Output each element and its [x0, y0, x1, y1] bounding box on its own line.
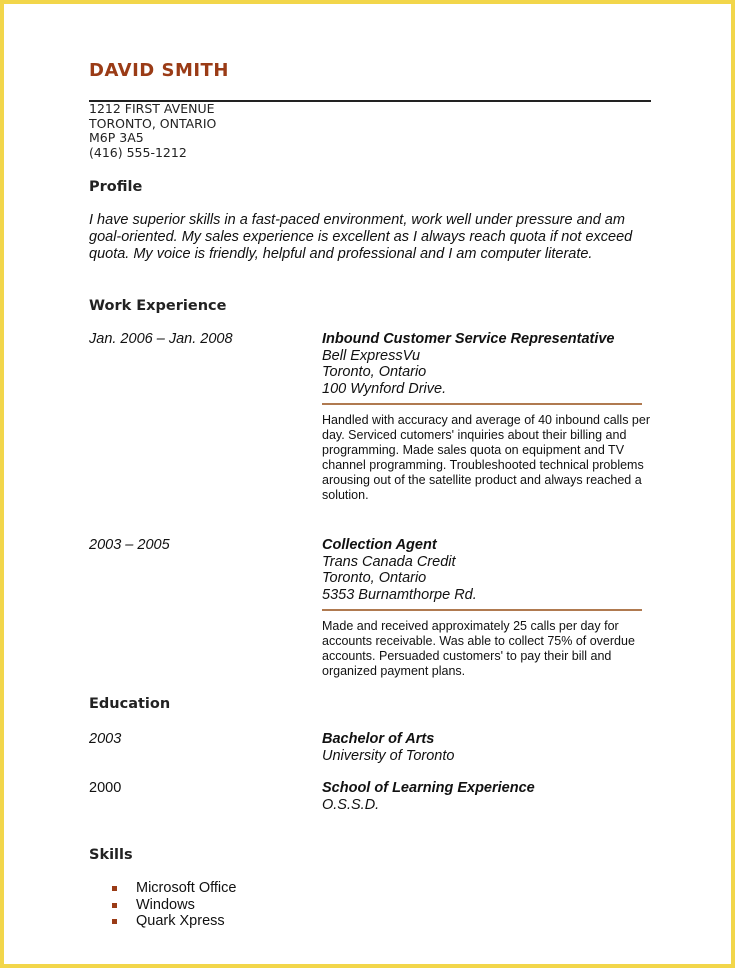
- postal-code: M6P 3A5: [89, 130, 144, 145]
- profile-text: I have superior skills in a fast-paced environment, work well under pressure and am goal-oriented. My sales experience is excellent as I always reach quota if not exceed quota. My voice is friendly, helpful and professional and I am computer literate.: [89, 212, 633, 262]
- skill-item: [112, 897, 236, 914]
- job-1-street: 100 Wynford Drive.: [322, 380, 447, 397]
- contact-block: [89, 102, 216, 160]
- job-2-city: Toronto, Ontario: [322, 570, 427, 586]
- profile-heading: Profile: [89, 179, 143, 195]
- job-1-city: Toronto, Ontario: [322, 364, 427, 380]
- job-1-details: [322, 331, 652, 397]
- job-1-divider: [322, 403, 642, 405]
- bullet-icon: [112, 919, 117, 924]
- education-2-school: O.S.S.D.: [322, 796, 380, 813]
- address-line-1: 1212 FIRST AVENUE: [89, 101, 215, 116]
- job-2-divider: [322, 609, 642, 611]
- candidate-name: DAVID SMITH: [89, 60, 229, 81]
- skill-label: Microsoft Office: [136, 880, 237, 896]
- education-2-degree: School of Learning Experience: [322, 780, 535, 796]
- job-2-title: Collection Agent: [322, 537, 437, 553]
- skill-label: Windows: [136, 896, 195, 913]
- education-2-details: [322, 780, 652, 813]
- skill-item: [112, 913, 236, 930]
- skill-item: [112, 880, 236, 897]
- job-1-dates: Jan. 2006 – Jan. 2008: [89, 331, 233, 347]
- bullet-icon: [112, 886, 117, 891]
- education-1-year: 2003: [89, 731, 122, 747]
- education-1-school: University of Toronto: [322, 747, 455, 764]
- job-1-title: Inbound Customer Service Representative: [322, 331, 615, 347]
- work-experience-heading: Work Experience: [89, 298, 227, 314]
- job-2-company: Trans Canada Credit: [322, 553, 456, 570]
- job-2-description: Made and received approximately 25 calls per day for accounts receivable. Was able to collect 75% of overdue accounts. Persuaded customers' to pay their bill and organized payment plans.: [322, 619, 635, 678]
- skills-heading: Skills: [89, 847, 133, 863]
- skills-list: [112, 880, 236, 930]
- education-1-degree: Bachelor of Arts: [322, 731, 435, 747]
- skill-label: Quark Xpress: [136, 913, 225, 929]
- job-1-company: Bell ExpressVu: [322, 347, 421, 364]
- job-2-dates: 2003 – 2005: [89, 537, 170, 553]
- bullet-icon: [112, 903, 117, 908]
- address-line-2: TORONTO, ONTARIO: [89, 115, 217, 131]
- education-2-year: 2000: [89, 780, 122, 796]
- job-2-details: [322, 537, 652, 603]
- phone-number: (416) 555-1212: [89, 144, 187, 160]
- education-heading: Education: [89, 696, 171, 712]
- job-1-description: Handled with accuracy and average of 40 inbound calls per day. Serviced cutomers' inquiries about their billing and programming. Made sales quota on equipment and TV channel programming. Troubleshooted technical problems arousing out of the satellite product and always reached a solution.: [322, 413, 650, 502]
- job-2-street: 5353 Burnamthorpe Rd.: [322, 586, 477, 603]
- education-1-details: [322, 731, 652, 764]
